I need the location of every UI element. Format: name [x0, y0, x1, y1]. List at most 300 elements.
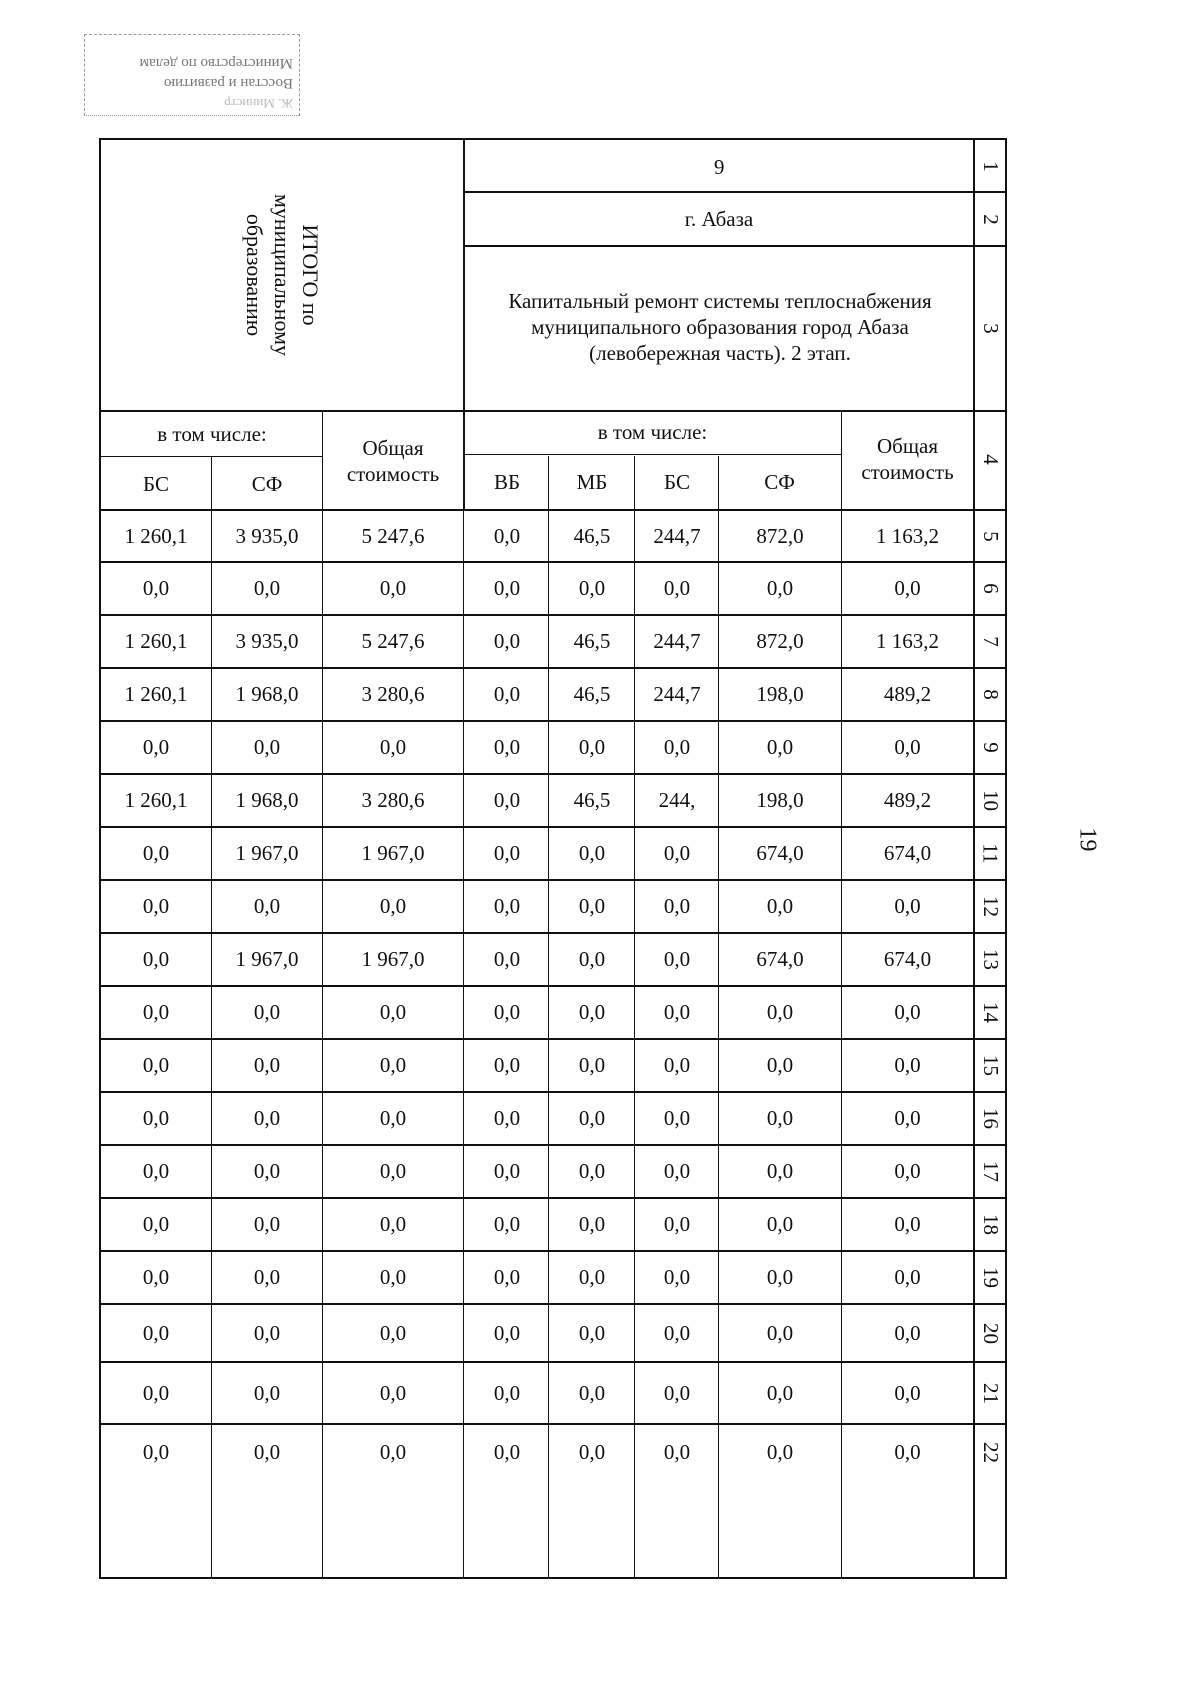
right-col-sf-header — [719, 456, 840, 508]
cell-value: 0,0 — [142, 1320, 170, 1345]
table-cell — [101, 933, 211, 986]
table-cell — [323, 933, 463, 986]
cell-value: 0,0 — [379, 1159, 407, 1183]
row-number: 15 — [978, 1055, 1003, 1076]
cell-value: 0,0 — [142, 1439, 170, 1464]
table-cell — [323, 1092, 463, 1145]
row3-value: Капитальный ремонт системы теплоснабжения муниципального образования город Абаза (левобережная часть). 2 этап. — [508, 289, 932, 365]
table-cell — [549, 668, 635, 721]
row-number-cell — [975, 140, 1005, 192]
table-cell — [465, 933, 549, 986]
table-cell — [719, 1362, 841, 1424]
table-cell — [549, 986, 635, 1039]
total-label: ИТОГО по муниципальному образованию — [242, 193, 323, 357]
table-cell — [549, 1362, 635, 1424]
cell-value: 0,0 — [578, 1212, 606, 1236]
table-cell — [465, 1145, 549, 1198]
cell-value: 0,0 — [493, 1159, 521, 1183]
cell-value: 0,0 — [578, 1380, 606, 1405]
table-cell — [549, 880, 635, 933]
table-cell — [842, 510, 973, 562]
row-number-cell — [975, 510, 1005, 562]
table-cell — [719, 1304, 841, 1362]
cell-value: 674,0 — [756, 841, 804, 865]
table-cell — [211, 562, 323, 615]
cell-value: 0,0 — [379, 735, 407, 759]
cell-value: 46,5 — [573, 523, 611, 548]
table-cell — [465, 1304, 549, 1362]
col-header-label: СФ — [764, 469, 795, 494]
col-header-label: МБ — [576, 469, 608, 494]
table-cell — [719, 933, 841, 986]
cell-value: 0,0 — [663, 576, 691, 600]
row-number-cell — [975, 880, 1005, 933]
row-number: 7 — [978, 636, 1003, 647]
table-cell — [842, 562, 973, 615]
table-cell — [211, 1362, 323, 1424]
cell-value: 1 967,0 — [235, 841, 299, 865]
table-cell — [323, 510, 463, 562]
table-cell — [465, 1039, 549, 1092]
cell-value: 1 968,0 — [235, 682, 299, 706]
cell-value: 0,0 — [663, 1265, 691, 1289]
table-cell — [465, 1424, 549, 1480]
table-cell — [323, 562, 463, 615]
table-cell — [101, 1145, 211, 1198]
table-cell — [842, 827, 973, 880]
table-cell — [635, 1304, 719, 1362]
cell-value: 0,0 — [578, 735, 606, 759]
row-number-cell — [975, 1039, 1005, 1092]
row-number-cell — [975, 562, 1005, 615]
cell-value: 872,0 — [756, 629, 804, 653]
row-number-cell — [975, 246, 1005, 410]
cell-value: 0,0 — [493, 1320, 521, 1345]
row-number-cell — [975, 933, 1005, 986]
right-incl-label-cell — [465, 410, 840, 454]
row2-value: г. Абаза — [684, 206, 754, 231]
right-total-cost-cell — [842, 410, 973, 508]
cell-value: 0,0 — [379, 894, 407, 918]
table-cell — [635, 1145, 719, 1198]
cell-value: 0,0 — [142, 1380, 170, 1405]
table-cell — [211, 880, 323, 933]
table-cell — [211, 986, 323, 1039]
table-cell — [101, 615, 211, 668]
cell-value: 0,0 — [663, 1212, 691, 1236]
table-cell — [635, 774, 719, 827]
cell-value: 0,0 — [493, 629, 521, 653]
row-number-cell — [975, 1092, 1005, 1145]
row-number-cell — [975, 1145, 1005, 1198]
right-incl-label: в том числе: — [597, 419, 708, 444]
table-cell — [211, 1251, 323, 1304]
table-cell — [211, 1198, 323, 1251]
cell-value: 674,0 — [756, 947, 804, 971]
cell-value: 0,0 — [663, 947, 691, 971]
cell-value: 0,0 — [578, 1265, 606, 1289]
row-number: 4 — [978, 453, 1003, 465]
cell-value: 0,0 — [142, 576, 170, 600]
row-number: 13 — [978, 949, 1003, 970]
cell-value: 0,0 — [493, 1000, 521, 1024]
row2-value-cell — [465, 192, 973, 246]
table-cell — [323, 615, 463, 668]
cell-value: 0,0 — [894, 576, 921, 600]
col-header-label: БС — [664, 469, 690, 494]
cell-value: 0,0 — [766, 1106, 794, 1130]
table-cell — [323, 721, 463, 774]
row-number: 19 — [978, 1267, 1003, 1288]
cell-value: 0,0 — [894, 1053, 921, 1077]
table-cell — [549, 1424, 635, 1480]
table-cell — [842, 668, 973, 721]
cell-value: 0,0 — [894, 1380, 921, 1405]
cell-value: 0,0 — [663, 841, 691, 865]
cell-value: 674,0 — [883, 841, 932, 865]
table-cell — [465, 1251, 549, 1304]
table-cell — [211, 1304, 323, 1362]
cell-value: 0,0 — [379, 1000, 407, 1024]
row-number-cell — [975, 1198, 1005, 1251]
table-cell — [635, 721, 719, 774]
cell-value: 0,0 — [894, 735, 921, 759]
table-cell — [101, 721, 211, 774]
table-cell — [719, 562, 841, 615]
table-cell — [635, 1424, 719, 1480]
table-cell — [101, 1424, 211, 1480]
table-cell — [101, 1362, 211, 1424]
table-cell — [211, 933, 323, 986]
cell-value: 0,0 — [379, 1265, 407, 1289]
table-cell — [549, 1304, 635, 1362]
table-cell — [549, 562, 635, 615]
table-cell — [323, 986, 463, 1039]
cell-value: 0,0 — [766, 1439, 794, 1464]
table-cell — [101, 1198, 211, 1251]
table-cell — [211, 774, 323, 827]
table-cell — [549, 1145, 635, 1198]
table-cell — [211, 615, 323, 668]
table-cell — [842, 1424, 973, 1480]
cell-value: 0,0 — [493, 523, 521, 548]
left-col-bs-header — [101, 458, 211, 510]
stamp-line: Восстан и развитию — [163, 75, 293, 91]
cell-value: 0,0 — [894, 1320, 921, 1345]
cell-value: 0,0 — [663, 1106, 691, 1130]
cell-value: 0,0 — [578, 841, 606, 865]
table-cell — [465, 562, 549, 615]
row-number: 18 — [978, 1214, 1003, 1235]
row-number-cell — [975, 615, 1005, 668]
cell-value: 0,0 — [766, 735, 794, 759]
cell-value: 1 260,1 — [124, 523, 188, 548]
table-cell — [842, 1251, 973, 1304]
cell-value: 0,0 — [142, 947, 170, 971]
table-cell — [465, 827, 549, 880]
table-cell — [719, 1145, 841, 1198]
cell-value: 0,0 — [578, 947, 606, 971]
cell-value: 0,0 — [253, 1265, 281, 1289]
table-cell — [465, 1092, 549, 1145]
row-number-cell — [975, 774, 1005, 827]
cell-value: 244,7 — [653, 682, 701, 706]
table-cell — [719, 668, 841, 721]
row-number: 20 — [978, 1322, 1003, 1344]
page-number: 19 — [1074, 827, 1101, 852]
table-cell — [842, 933, 973, 986]
cell-value: 0,0 — [663, 1053, 691, 1077]
table-cell — [323, 880, 463, 933]
cell-value: 0,0 — [578, 1159, 606, 1183]
row-number-cell — [975, 1362, 1005, 1424]
cell-value: 3 280,6 — [361, 788, 425, 812]
table-cell — [635, 1362, 719, 1424]
table-cell — [211, 1424, 323, 1480]
table-cell — [465, 1198, 549, 1251]
cell-value: 0,0 — [493, 894, 521, 918]
cell-value: 1 967,0 — [361, 947, 425, 971]
cell-value: 0,0 — [493, 947, 521, 971]
row-number-cell — [975, 827, 1005, 880]
table-cell — [842, 1145, 973, 1198]
table-cell — [719, 774, 841, 827]
cell-value: 0,0 — [663, 1000, 691, 1024]
table-cell — [842, 1092, 973, 1145]
table-cell — [465, 986, 549, 1039]
cell-value: 198,0 — [756, 682, 804, 706]
table-cell — [101, 1092, 211, 1145]
row-number-cell — [975, 986, 1005, 1039]
cell-value: 5 247,6 — [361, 523, 425, 548]
cell-value: 3 280,6 — [361, 682, 425, 706]
row-number-cell — [975, 721, 1005, 774]
row1-value: 6 — [713, 154, 725, 179]
cell-value: 0,0 — [379, 576, 407, 600]
cell-value: 0,0 — [142, 894, 170, 918]
left-incl-label-cell — [101, 412, 323, 456]
cell-value: 244,7 — [653, 523, 701, 548]
left-total-cost-cell — [323, 412, 463, 510]
table-cell — [465, 1362, 549, 1424]
cell-value: 1 260,1 — [124, 629, 188, 653]
table-cell — [842, 615, 973, 668]
table-cell — [842, 1039, 973, 1092]
table-cell — [842, 1198, 973, 1251]
table-cell — [842, 774, 973, 827]
cell-value: 0,0 — [578, 894, 606, 918]
table-cell — [549, 1092, 635, 1145]
cell-value: 1 163,2 — [876, 523, 939, 548]
table-cell — [323, 1251, 463, 1304]
right-col-mb-header — [549, 456, 635, 508]
cell-value: 0,0 — [379, 1320, 407, 1345]
table-cell — [635, 1251, 719, 1304]
col-header-label: ВБ — [493, 469, 521, 494]
table-cell — [549, 1039, 635, 1092]
cell-value: 1 260,1 — [124, 788, 188, 812]
table-cell — [635, 1198, 719, 1251]
cell-value: 0,0 — [379, 1212, 407, 1236]
row-number: 1 — [978, 160, 1003, 172]
table-cell — [842, 986, 973, 1039]
cell-value: 872,0 — [756, 523, 804, 548]
table-cell — [465, 615, 549, 668]
cell-value: 0,0 — [253, 1159, 281, 1183]
table-cell — [323, 1039, 463, 1092]
cell-value: 0,0 — [894, 1265, 921, 1289]
table-cell — [323, 774, 463, 827]
table-cell — [635, 827, 719, 880]
cell-value: 3 935,0 — [235, 629, 299, 653]
row-number: 11 — [978, 843, 1003, 864]
cell-value: 0,0 — [379, 1439, 407, 1464]
cell-value: 46,5 — [573, 788, 611, 812]
cell-value: 0,0 — [142, 841, 170, 865]
table-cell — [549, 510, 635, 562]
cell-value: 0,0 — [253, 1380, 281, 1405]
cell-value: 0,0 — [578, 1106, 606, 1130]
cell-value: 0,0 — [766, 1320, 794, 1345]
cell-value: 0,0 — [894, 1106, 921, 1130]
cell-value: 0,0 — [493, 1265, 521, 1289]
row-number: 10 — [978, 790, 1003, 811]
table-cell — [842, 880, 973, 933]
right-col-bs-header — [635, 456, 719, 508]
stamp-line: Ж. Министр — [224, 96, 293, 111]
cell-value: 244,7 — [653, 629, 701, 653]
cell-value: 1 163,2 — [876, 629, 939, 653]
cell-value: 1 968,0 — [235, 788, 299, 812]
table-cell — [635, 880, 719, 933]
table-cell — [635, 933, 719, 986]
cell-value: 0,0 — [142, 1212, 170, 1236]
row-number: 22 — [978, 1441, 1003, 1463]
cell-value: 0,0 — [379, 1053, 407, 1077]
row-number: 17 — [978, 1161, 1003, 1182]
cell-value: 0,0 — [493, 1380, 521, 1405]
table-cell — [465, 721, 549, 774]
table-cell — [842, 721, 973, 774]
cell-value: 0,0 — [493, 1106, 521, 1130]
table-cell — [101, 1304, 211, 1362]
table-cell — [211, 510, 323, 562]
row-number: 12 — [978, 896, 1003, 917]
cell-value: 489,2 — [883, 682, 932, 706]
table-cell — [465, 880, 549, 933]
table-cell — [101, 774, 211, 827]
cell-value: 0,0 — [766, 1000, 794, 1024]
ministry-stamp — [84, 34, 300, 116]
row1-value-cell — [465, 140, 973, 192]
row-number: 2 — [978, 213, 1003, 225]
table-cell — [101, 668, 211, 721]
cell-value: 0,0 — [894, 894, 921, 918]
cell-value: 0,0 — [493, 841, 521, 865]
cell-value: 0,0 — [253, 1320, 281, 1345]
cell-value: 0,0 — [493, 1053, 521, 1077]
table-cell — [719, 510, 841, 562]
table-cell — [101, 1251, 211, 1304]
table-cell — [635, 562, 719, 615]
cell-value: 489,2 — [883, 788, 932, 812]
cell-value: 0,0 — [142, 1000, 170, 1024]
cell-value: 0,0 — [142, 735, 170, 759]
cell-value: 0,0 — [578, 1000, 606, 1024]
table-cell — [101, 510, 211, 562]
table-cell — [842, 1362, 973, 1424]
cell-value: 1 260,1 — [124, 682, 188, 706]
left-col-sf-header — [211, 458, 323, 510]
cell-value: 674,0 — [883, 947, 932, 971]
cell-value: 0,0 — [894, 1212, 921, 1236]
col-header-label: БС — [143, 471, 169, 496]
row-number: 8 — [978, 689, 1003, 700]
cell-value: 0,0 — [578, 1053, 606, 1077]
cell-value: 0,0 — [766, 576, 794, 600]
cell-value: 0,0 — [142, 1159, 170, 1183]
cell-value: 0,0 — [379, 1106, 407, 1130]
cell-value: 0,0 — [894, 1159, 921, 1183]
cell-value: 1 967,0 — [235, 947, 299, 971]
row-number: 3 — [978, 322, 1003, 334]
table-cell — [549, 933, 635, 986]
table-cell — [549, 1251, 635, 1304]
row-number: 21 — [978, 1382, 1003, 1404]
left-total-cost-label: Общая стоимость — [346, 436, 440, 486]
row-number-cell — [975, 192, 1005, 246]
col-header-label: СФ — [251, 471, 283, 496]
cell-value: 0,0 — [253, 1439, 281, 1464]
cell-value: 0,0 — [253, 1106, 281, 1130]
cell-value: 0,0 — [578, 576, 606, 600]
table-cell — [465, 774, 549, 827]
cell-value: 0,0 — [663, 1380, 691, 1405]
cell-value: 0,0 — [578, 1439, 606, 1464]
row-number: 9 — [978, 742, 1003, 753]
cell-value: 0,0 — [142, 1265, 170, 1289]
table-cell — [101, 986, 211, 1039]
row-number-cell — [975, 1424, 1005, 1480]
cell-value: 0,0 — [253, 1212, 281, 1236]
cell-value: 0,0 — [253, 1000, 281, 1024]
row-number-cell — [975, 1304, 1005, 1362]
table-cell — [323, 827, 463, 880]
table-cell — [635, 986, 719, 1039]
table-cell — [635, 615, 719, 668]
cell-value: 0,0 — [766, 894, 794, 918]
cell-value: 5 247,6 — [361, 629, 425, 653]
cell-value: 0,0 — [766, 1265, 794, 1289]
table-cell — [719, 721, 841, 774]
table-cell — [549, 1198, 635, 1251]
table-cell — [842, 1304, 973, 1362]
table-cell — [323, 668, 463, 721]
table-cell — [549, 721, 635, 774]
cell-value: 3 935,0 — [235, 523, 299, 548]
table-cell — [211, 827, 323, 880]
table-cell — [323, 1304, 463, 1362]
table-cell — [211, 1039, 323, 1092]
cell-value: 46,5 — [573, 682, 611, 706]
cell-value: 0,0 — [663, 1439, 691, 1464]
cell-value: 0,0 — [493, 1212, 521, 1236]
cell-value: 0,0 — [253, 576, 281, 600]
table-cell — [211, 1145, 323, 1198]
table-cell — [635, 510, 719, 562]
cell-value: 0,0 — [493, 1439, 521, 1464]
cell-value: 198,0 — [756, 788, 804, 812]
